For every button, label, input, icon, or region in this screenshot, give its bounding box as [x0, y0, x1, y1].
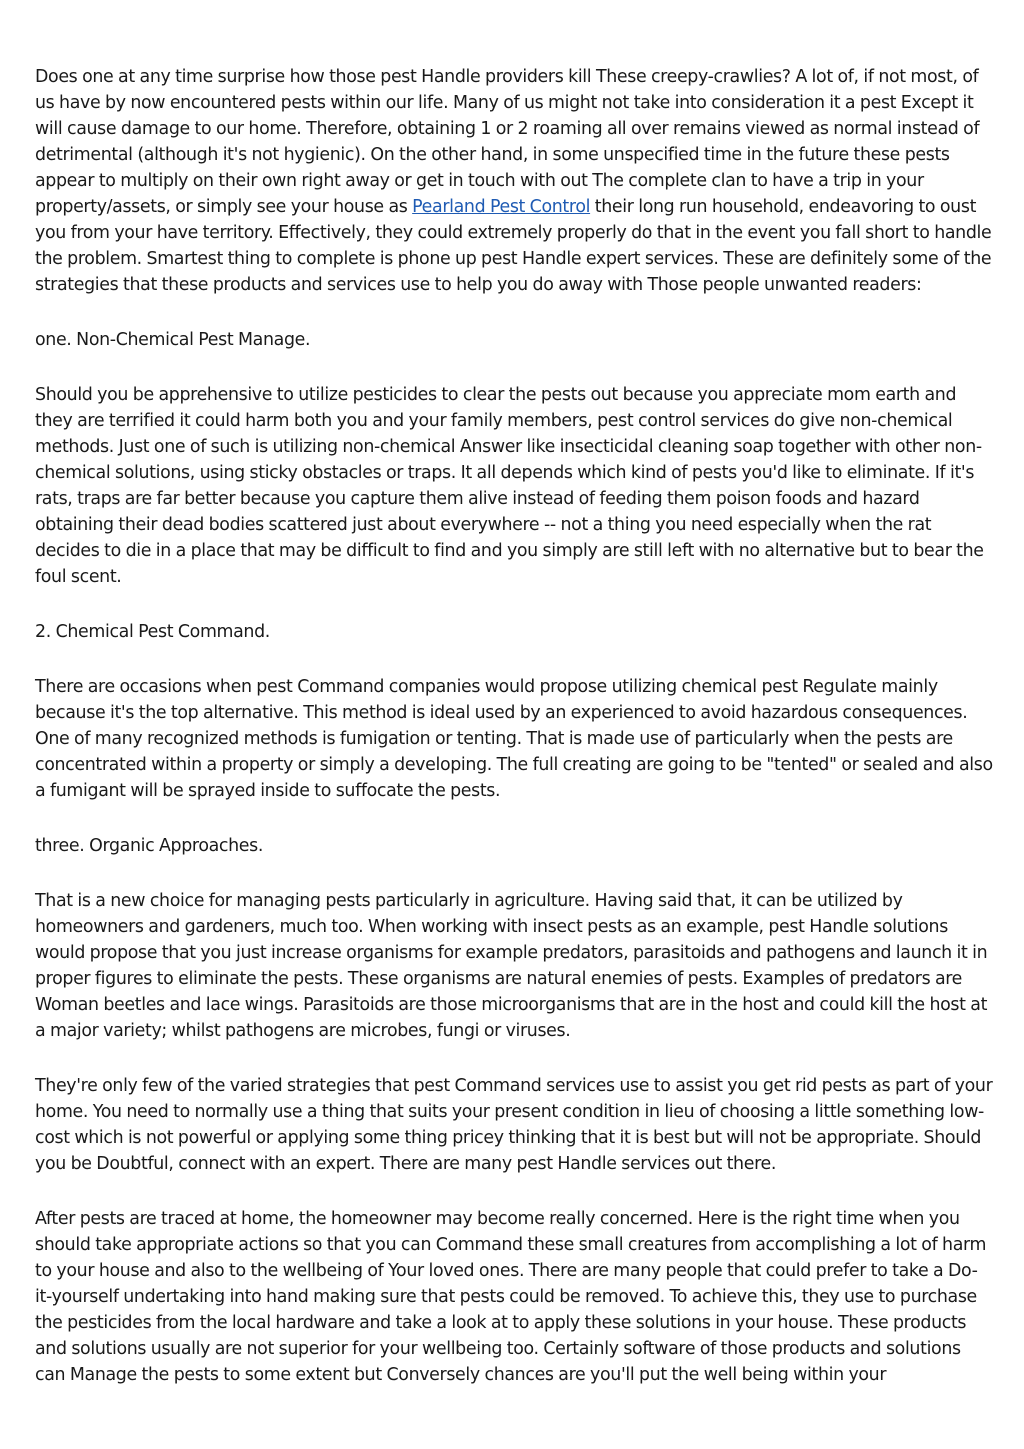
intro-text-after-link: their long run household, endeavoring to oust you from your have territory. Effectively, they could extremely properly do that in the event you fall short to handle the problem. Smartest thing to complete is phone up pest Handle expert services. These are definitely some of the strategies that these products and services use to help you do away with Those people unwanted readers: [35, 197, 992, 295]
section-heading-non-chemical: one. Non-Chemical Pest Manage. [35, 330, 311, 350]
document-body [35, 64, 993, 1417]
section-heading-chemical: 2. Chemical Pest Command. [35, 622, 270, 642]
pearland-pest-control-link[interactable]: Pearland Pest Control [412, 197, 591, 217]
intro-paragraph [35, 64, 993, 298]
diy-paragraph: After pests are traced at home, the homeowner may become really concerned. Here is the right time when you should take appropriate actions so that you can Command these small creatures from accomplishing a lot of harm to your house and also to the wellbeing of Your loved ones. There are many people that could prefer to take a Do-it-yourself undertaking into hand making sure that pests could be removed. To achieve this, they use to purchase the pesticides from the local hardware and take a look at to apply these solutions in your house. These products and solutions usually are not superior for your wellbeing too. Certainly software of those products and solutions can Manage the pests to some extent but Conversely chances are you'll put the well being within your [35, 1209, 987, 1385]
section-heading-organic: three. Organic Approaches. [35, 836, 264, 856]
intro-text-before-link: Does one at any time surprise how those pest Handle providers kill These creepy-crawlies? A lot of, if not most, of us have by now encountered pests within our life. Many of us might not take into consideration it a pest Except it will cause damage to our home. Therefore, obtaining 1 or 2 roaming all over remains viewed as normal instead of detrimental (although it's not hygienic). On the other hand, in some unspecified time in the future these pests appear to multiply on their own right away or get in touch with out The complete clan to have a trip in your property/assets, or simply see your house as [35, 67, 980, 217]
chemical-paragraph: There are occasions when pest Command companies would propose utilizing chemical pest Regulate mainly because it's the top alternative. This method is ideal used by an experienced to avoid hazardous consequences. One of many recognized methods is fumigation or tenting. That is made use of particularly when the pests are concentrated within a property or simply a developing. The full creating are going to be "tented" or sealed and also a fumigant will be sprayed inside to suffocate the pests. [35, 677, 993, 801]
organic-paragraph: That is a new choice for managing pests particularly in agriculture. Having said that, it can be utilized by homeowners and gardeners, much too. When working with insect pests as an example, pest Handle solutions would propose that you just increase organisms for example predators, parasitoids and pathogens and launch it in proper figures to eliminate the pests. These organisms are natural enemies of pests. Examples of predators are Woman beetles and lace wings. Parasitoids are those microorganisms that are in the host and could kill the host at a major variety; whilst pathogens are microbes, fungi or viruses. [35, 891, 988, 1041]
non-chemical-paragraph: Should you be apprehensive to utilize pesticides to clear the pests out because you appreciate mom earth and they are terrified it could harm both you and your family members, pest control services do give non-chemical methods. Just one of such is utilizing non-chemical Answer like insecticidal cleaning soap together with other non-chemical solutions, using sticky obstacles or traps. It all depends which kind of pests you'd like to eliminate. If it's rats, traps are far better because you capture them alive instead of feeding them poison foods and hazard obtaining their dead bodies scattered just about everywhere -- not a thing you need especially when the rat decides to die in a place that may be difficult to find and you simply are still left with no alternative but to bear the foul scent. [35, 385, 984, 587]
summary-paragraph: They're only few of the varied strategies that pest Command services use to assist you get rid pests as part of your home. You need to normally use a thing that suits your present condition in lieu of choosing a little something low-cost which is not powerful or applying some thing pricey thinking that it is best but will not be appropriate. Should you be Doubtful, connect with an expert. There are many pest Handle services out there. [35, 1076, 993, 1174]
